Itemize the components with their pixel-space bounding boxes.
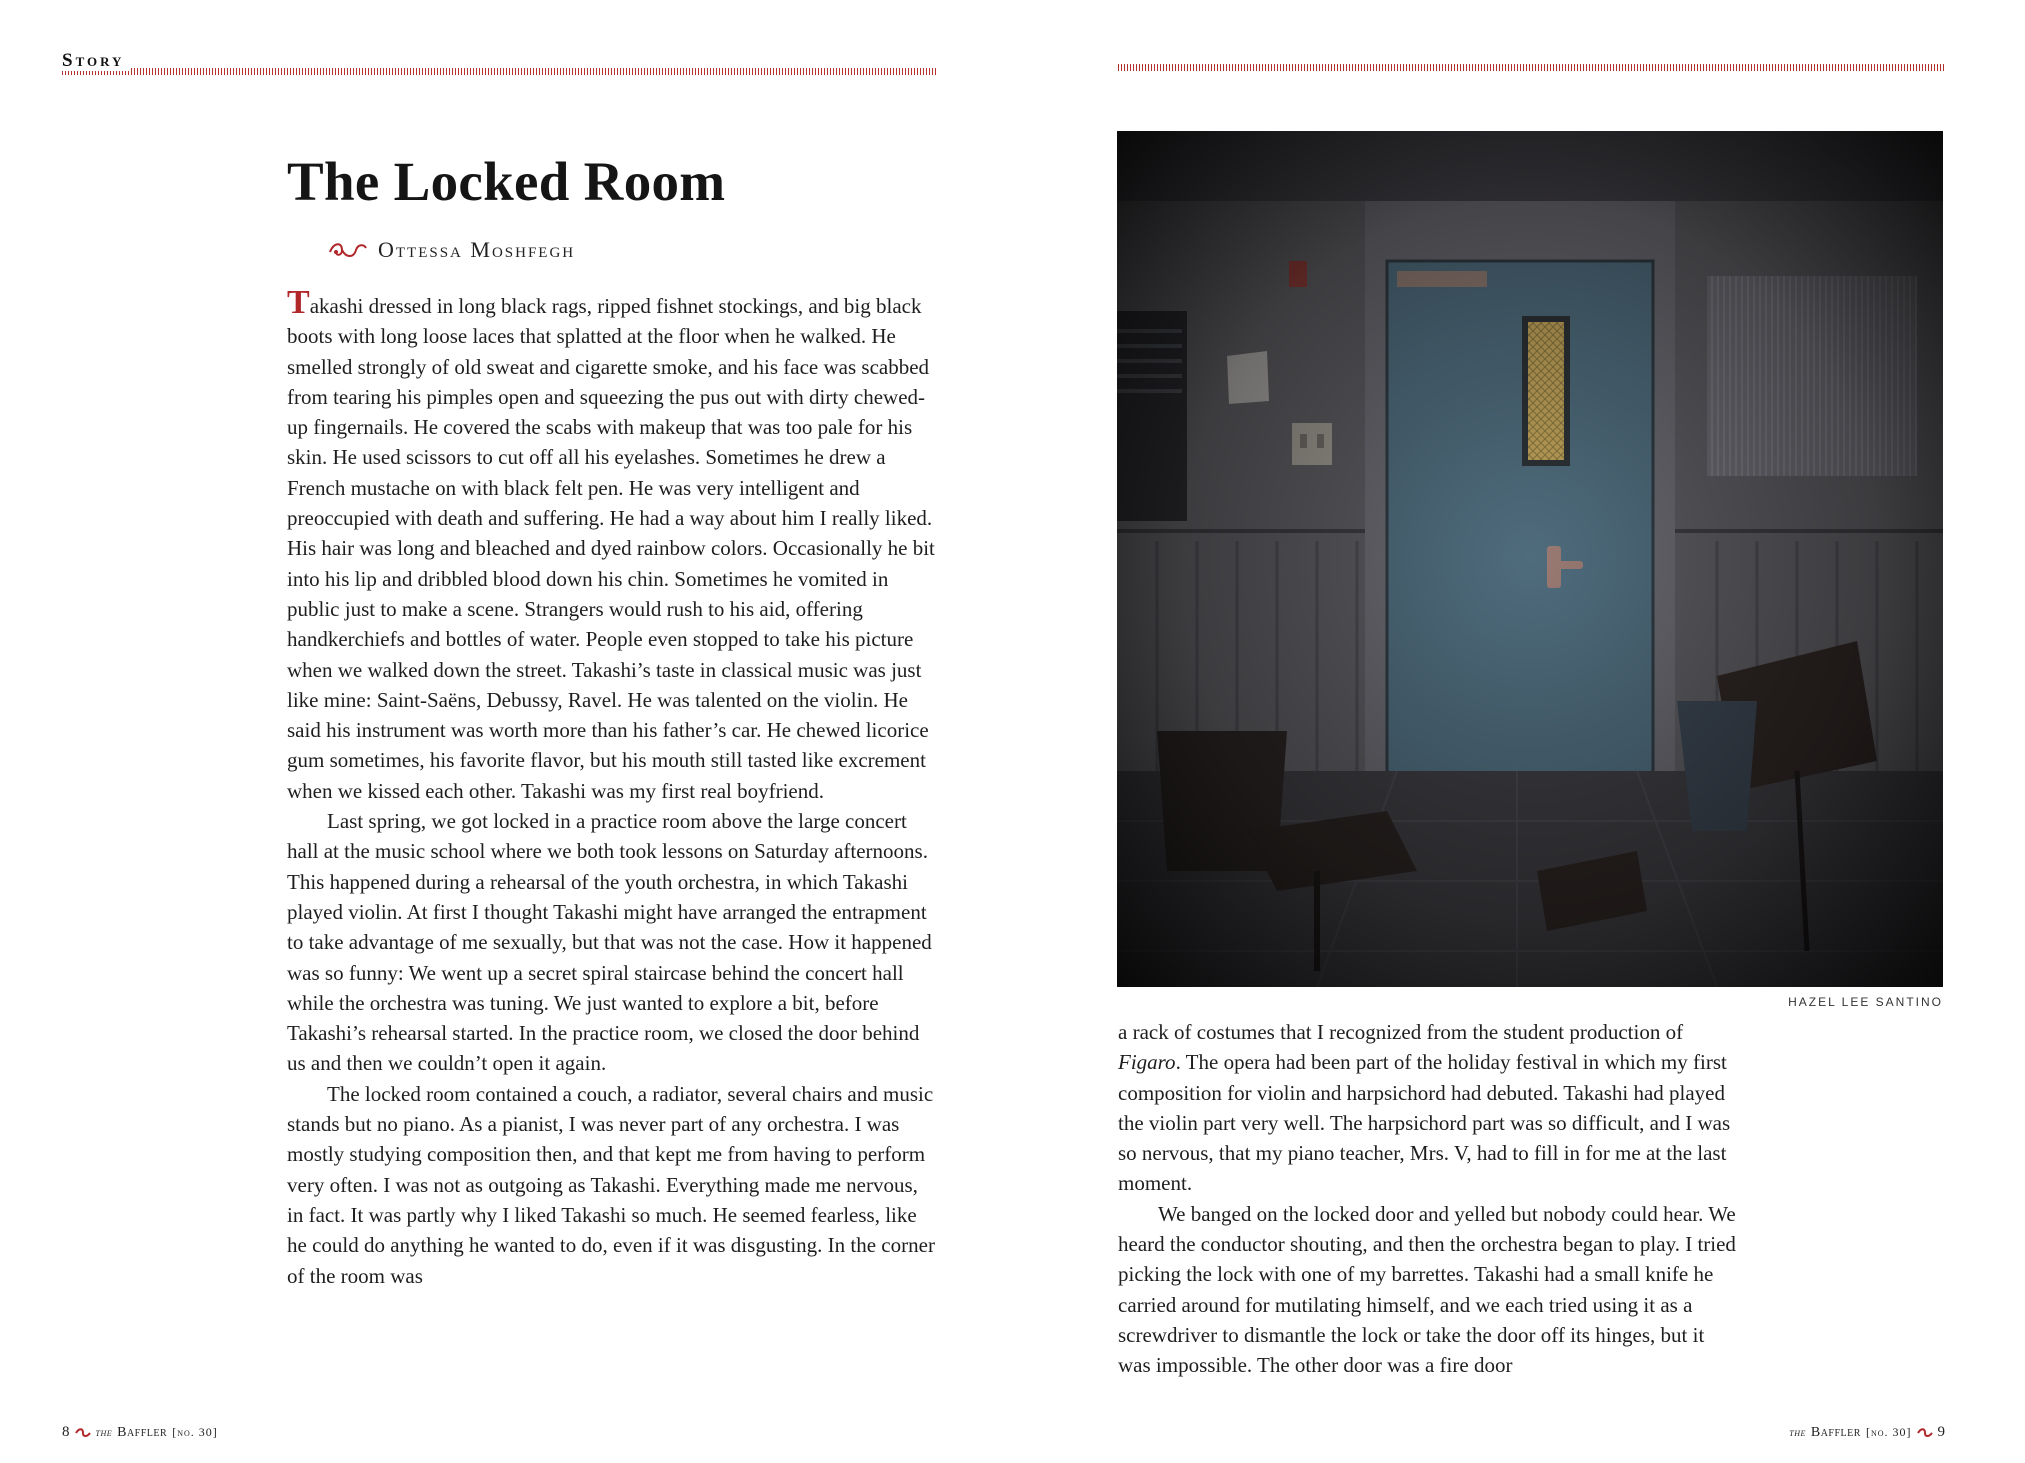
story-paragraph: Last spring, we got locked in a practice room above the large concert hall at the music school where we both took lessons on Saturday afternoons. This happened during a rehearsal of the youth orchestra, in which Takashi played violin. At first I thought Takashi might have arranged the entrapment to take advantage of me sexually, but that was not the case. How it happened was so funny: We went up a secret spiral staircase behind the concert hall while the orchestra was tuning. We just wanted to explore a bit, before Takashi’s rehearsal started. In the practice room, we closed the door behind us and then we couldn’t open it again. xyxy=(287,809,932,1076)
byline xyxy=(328,237,575,263)
story-column-right xyxy=(1118,1017,1738,1381)
page-number-right: 9 xyxy=(1937,1424,1945,1440)
header-rule-right xyxy=(1118,64,1944,71)
footer-left xyxy=(62,1424,218,1441)
ornament-icon xyxy=(328,240,368,260)
locked-room-illustration xyxy=(1117,131,1943,987)
article-title: The Locked Room xyxy=(287,151,726,212)
footer-right xyxy=(1789,1424,1945,1441)
story-column-left xyxy=(287,284,937,1291)
story-paragraph: Takashi dressed in long black rags, ripped fishnet stockings, and big black boots with long loose laces that splatted at the floor when he walked. He smelled strongly of old sweat and cigarette smoke, and his face was scabbed from tearing his pimples open and squeezing the pus out with dirty chewed-up fingernails. He covered the scabs with makeup that was too pale for his skin. He used scissors to cut off all his eyelashes. Sometimes he drew a French mustache on with black felt pen. He was very intelligent and preoccupied with death and suffering. He had a way about him I really liked. His hair was long and bleached and dyed rainbow colors. Occasionally he bit into his lip and dribbled blood down his chin. Sometimes he vomited in public just to make a scene. Strangers would rush to his aid, offering handkerchiefs and bottles of water. People even stopped to take his picture when we walked down the street. Takashi’s taste in classical music was just like mine: Saint-Saëns, Debussy, Ravel. He was talented on the violin. He said his instrument was worth more than his father’s car. He chewed licorice gum sometimes, his favorite flavor, but his mouth still tasted like excrement when we kissed each other. Takashi was my first real boyfriend. xyxy=(287,284,935,803)
page-number-left: 8 xyxy=(62,1424,70,1440)
ornament-icon xyxy=(75,1428,91,1438)
publication-name: Baffler xyxy=(117,1424,168,1440)
story-paragraph: The locked room contained a couch, a radiator, several chairs and music stands but no piano. As a pianist, I was never part of any orchestra. I was mostly studying composition then, and that kept me from having to perform very often. I was not as outgoing as Takashi. Everything made me nervous, in fact. It was partly why I liked Takashi so much. He seemed fearless, like he could do anything he wanted to do, even if it was disgusting. In the corner of the room was xyxy=(287,1081,935,1288)
drop-cap: T xyxy=(287,284,310,321)
opera-title: Figaro xyxy=(1118,1050,1176,1075)
section-label: Story xyxy=(62,51,130,71)
issue-number: [no. 30] xyxy=(172,1425,218,1439)
issue-number: [no. 30] xyxy=(1865,1425,1912,1439)
ornament-icon xyxy=(1917,1428,1933,1438)
publication-prefix: the xyxy=(95,1425,113,1439)
header-rule-left xyxy=(62,68,938,75)
author-name: Ottessa Moshfegh xyxy=(378,237,576,262)
illustration-credit: HAZEL LEE SANTINO xyxy=(1788,995,1943,1009)
story-paragraph: a rack of costumes that I recognized from the student production of Figaro. The opera had been part of the holiday festival in which my first composition for violin and harpsichord had debuted. Takashi had played the violin part very well. The harpsichord part was so difficult, and I was so nervous, that my piano teacher, Mrs. V, had to fill in for me at the last moment. xyxy=(1118,1020,1731,1196)
illustration xyxy=(1117,131,1943,987)
story-paragraph: We banged on the locked door and yelled but nobody could hear. We heard the conductor shouting, and then the orchestra began to play. I tried picking the lock with one of my barrettes. Takashi had a small knife he carried around for mutilating himself, and we each tried using it as a screwdriver to dismantle the lock or take the door off its hinges, but it was impossible. The other door was a fire door xyxy=(1118,1201,1736,1378)
publication-name: Baffler xyxy=(1810,1424,1861,1440)
publication-prefix: the xyxy=(1789,1425,1806,1439)
